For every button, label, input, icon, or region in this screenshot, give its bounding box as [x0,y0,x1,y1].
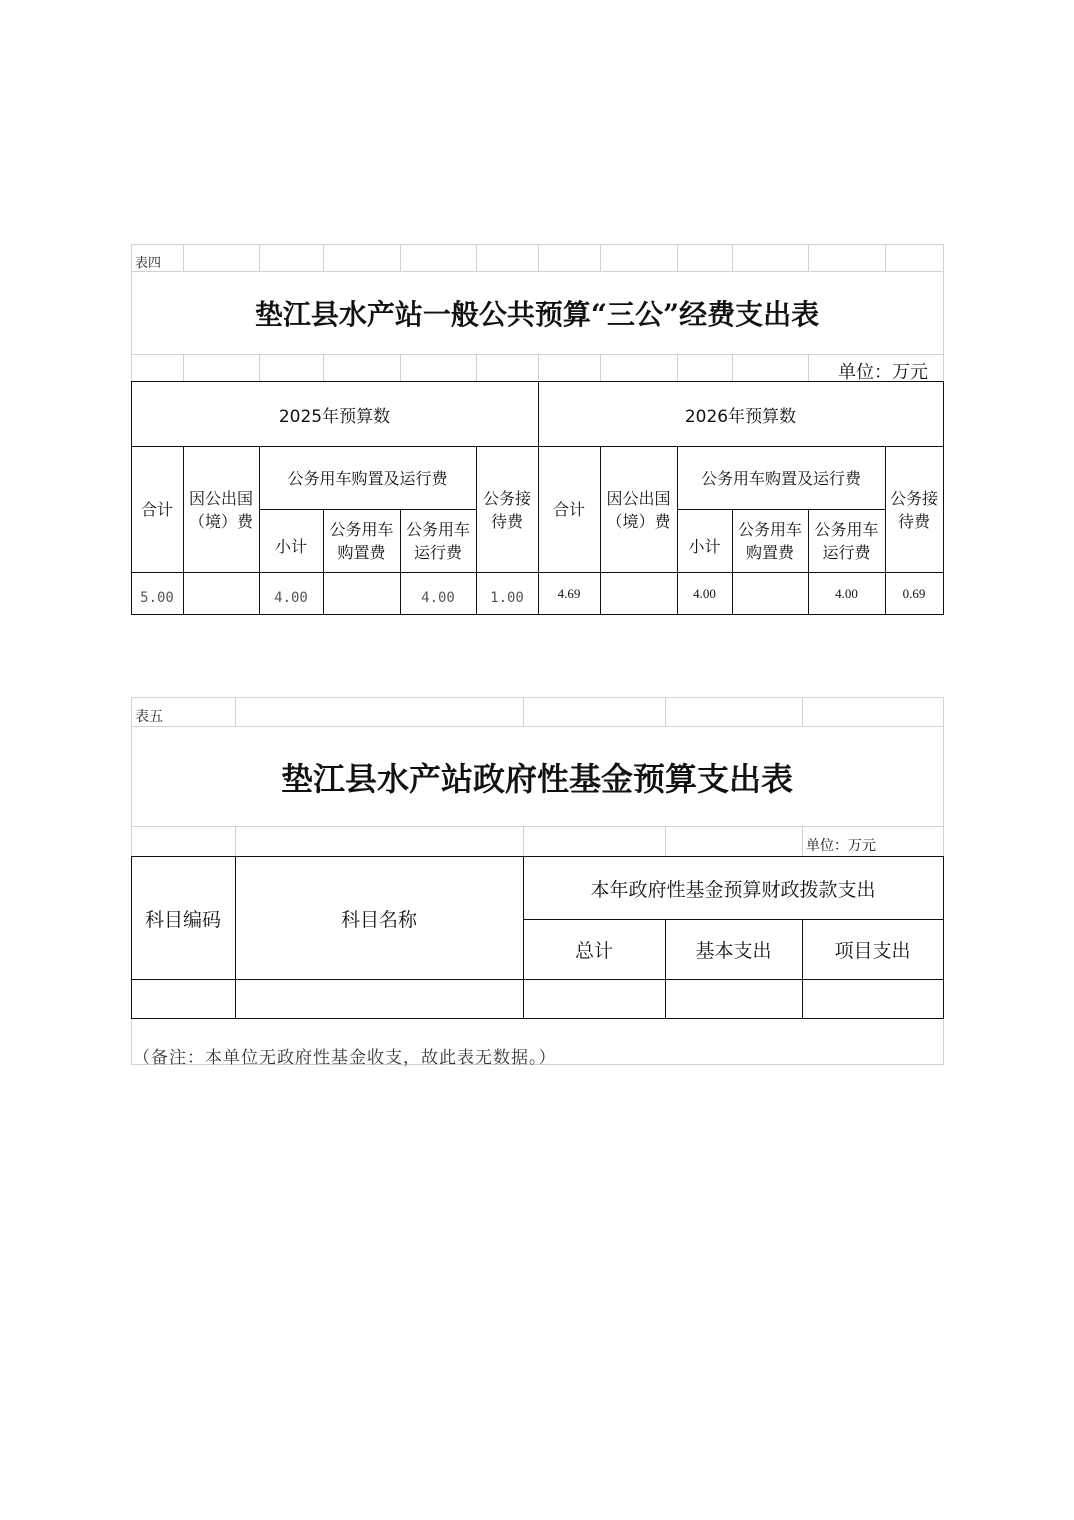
cell-vehicle-purchase-2025 [323,573,400,614]
header-vehicle-purchase: 公务用车 购置费 [737,520,802,562]
header-subtotal: 小计 [688,536,721,556]
header-vehicle-group: 公务用车购置及运行费 [287,468,448,488]
cell-abroad-2026 [600,573,677,614]
year-2026-header: 2026年预算数 [684,406,797,427]
header-vehicle-group: 公务用车购置及运行费 [700,468,861,488]
table-note: （备注：本单位无政府性基金收支，故此表无数据。） [133,1048,557,1068]
header-abroad: 因公出国 （境）费 [606,488,671,531]
cell-reception-2026: 0.69 [902,585,926,601]
header-total: 总计 [574,940,613,962]
cell-abroad-2025 [183,573,259,614]
header-code: 科目编码 [144,908,221,931]
header-reception: 公务接 待费 [889,488,938,531]
table-title: 垫江县水产站一般公共预算“三公”经费支出表 [254,298,820,331]
year-2025-header: 2025年预算数 [278,406,391,427]
cell-total-2026: 4.69 [557,585,581,601]
header-total: 合计 [552,500,585,519]
cell-reception-2025: 1.00 [490,589,524,606]
header-vehicle-run: 公务用车 运行费 [814,520,879,562]
cell-total-2025: 5.00 [140,589,174,606]
header-vehicle-run: 公务用车 运行费 [405,520,470,562]
header-reception: 公务接 待费 [482,488,531,531]
header-subtotal: 小计 [274,536,307,556]
header-vehicle-purchase: 公务用车 购置费 [329,520,394,562]
cell-vehicle-run-2026: 4.00 [835,585,858,601]
unit-label: 单位：万元 [838,362,928,383]
cell-vehicle-run-2025: 4.00 [421,589,455,606]
header-abroad: 因公出国 （境）费 [188,488,253,531]
table-title: 垫江县水产站政府性基金预算支出表 [280,759,793,798]
cell-subtotal-2025: 4.00 [274,589,308,606]
header-total: 合计 [140,500,173,519]
cell-vehicle-purchase-2026 [732,573,808,614]
header-group: 本年政府性基金预算财政拨款支出 [590,878,876,901]
table-tag: 表五 [135,709,163,725]
cell-subtotal-2026: 4.00 [693,585,716,601]
table-tag: 表四 [135,256,162,271]
unit-label: 单位：万元 [806,838,876,854]
header-project: 项目支出 [834,940,911,962]
header-name: 科目名称 [340,908,417,931]
header-basic: 基本支出 [695,940,772,962]
